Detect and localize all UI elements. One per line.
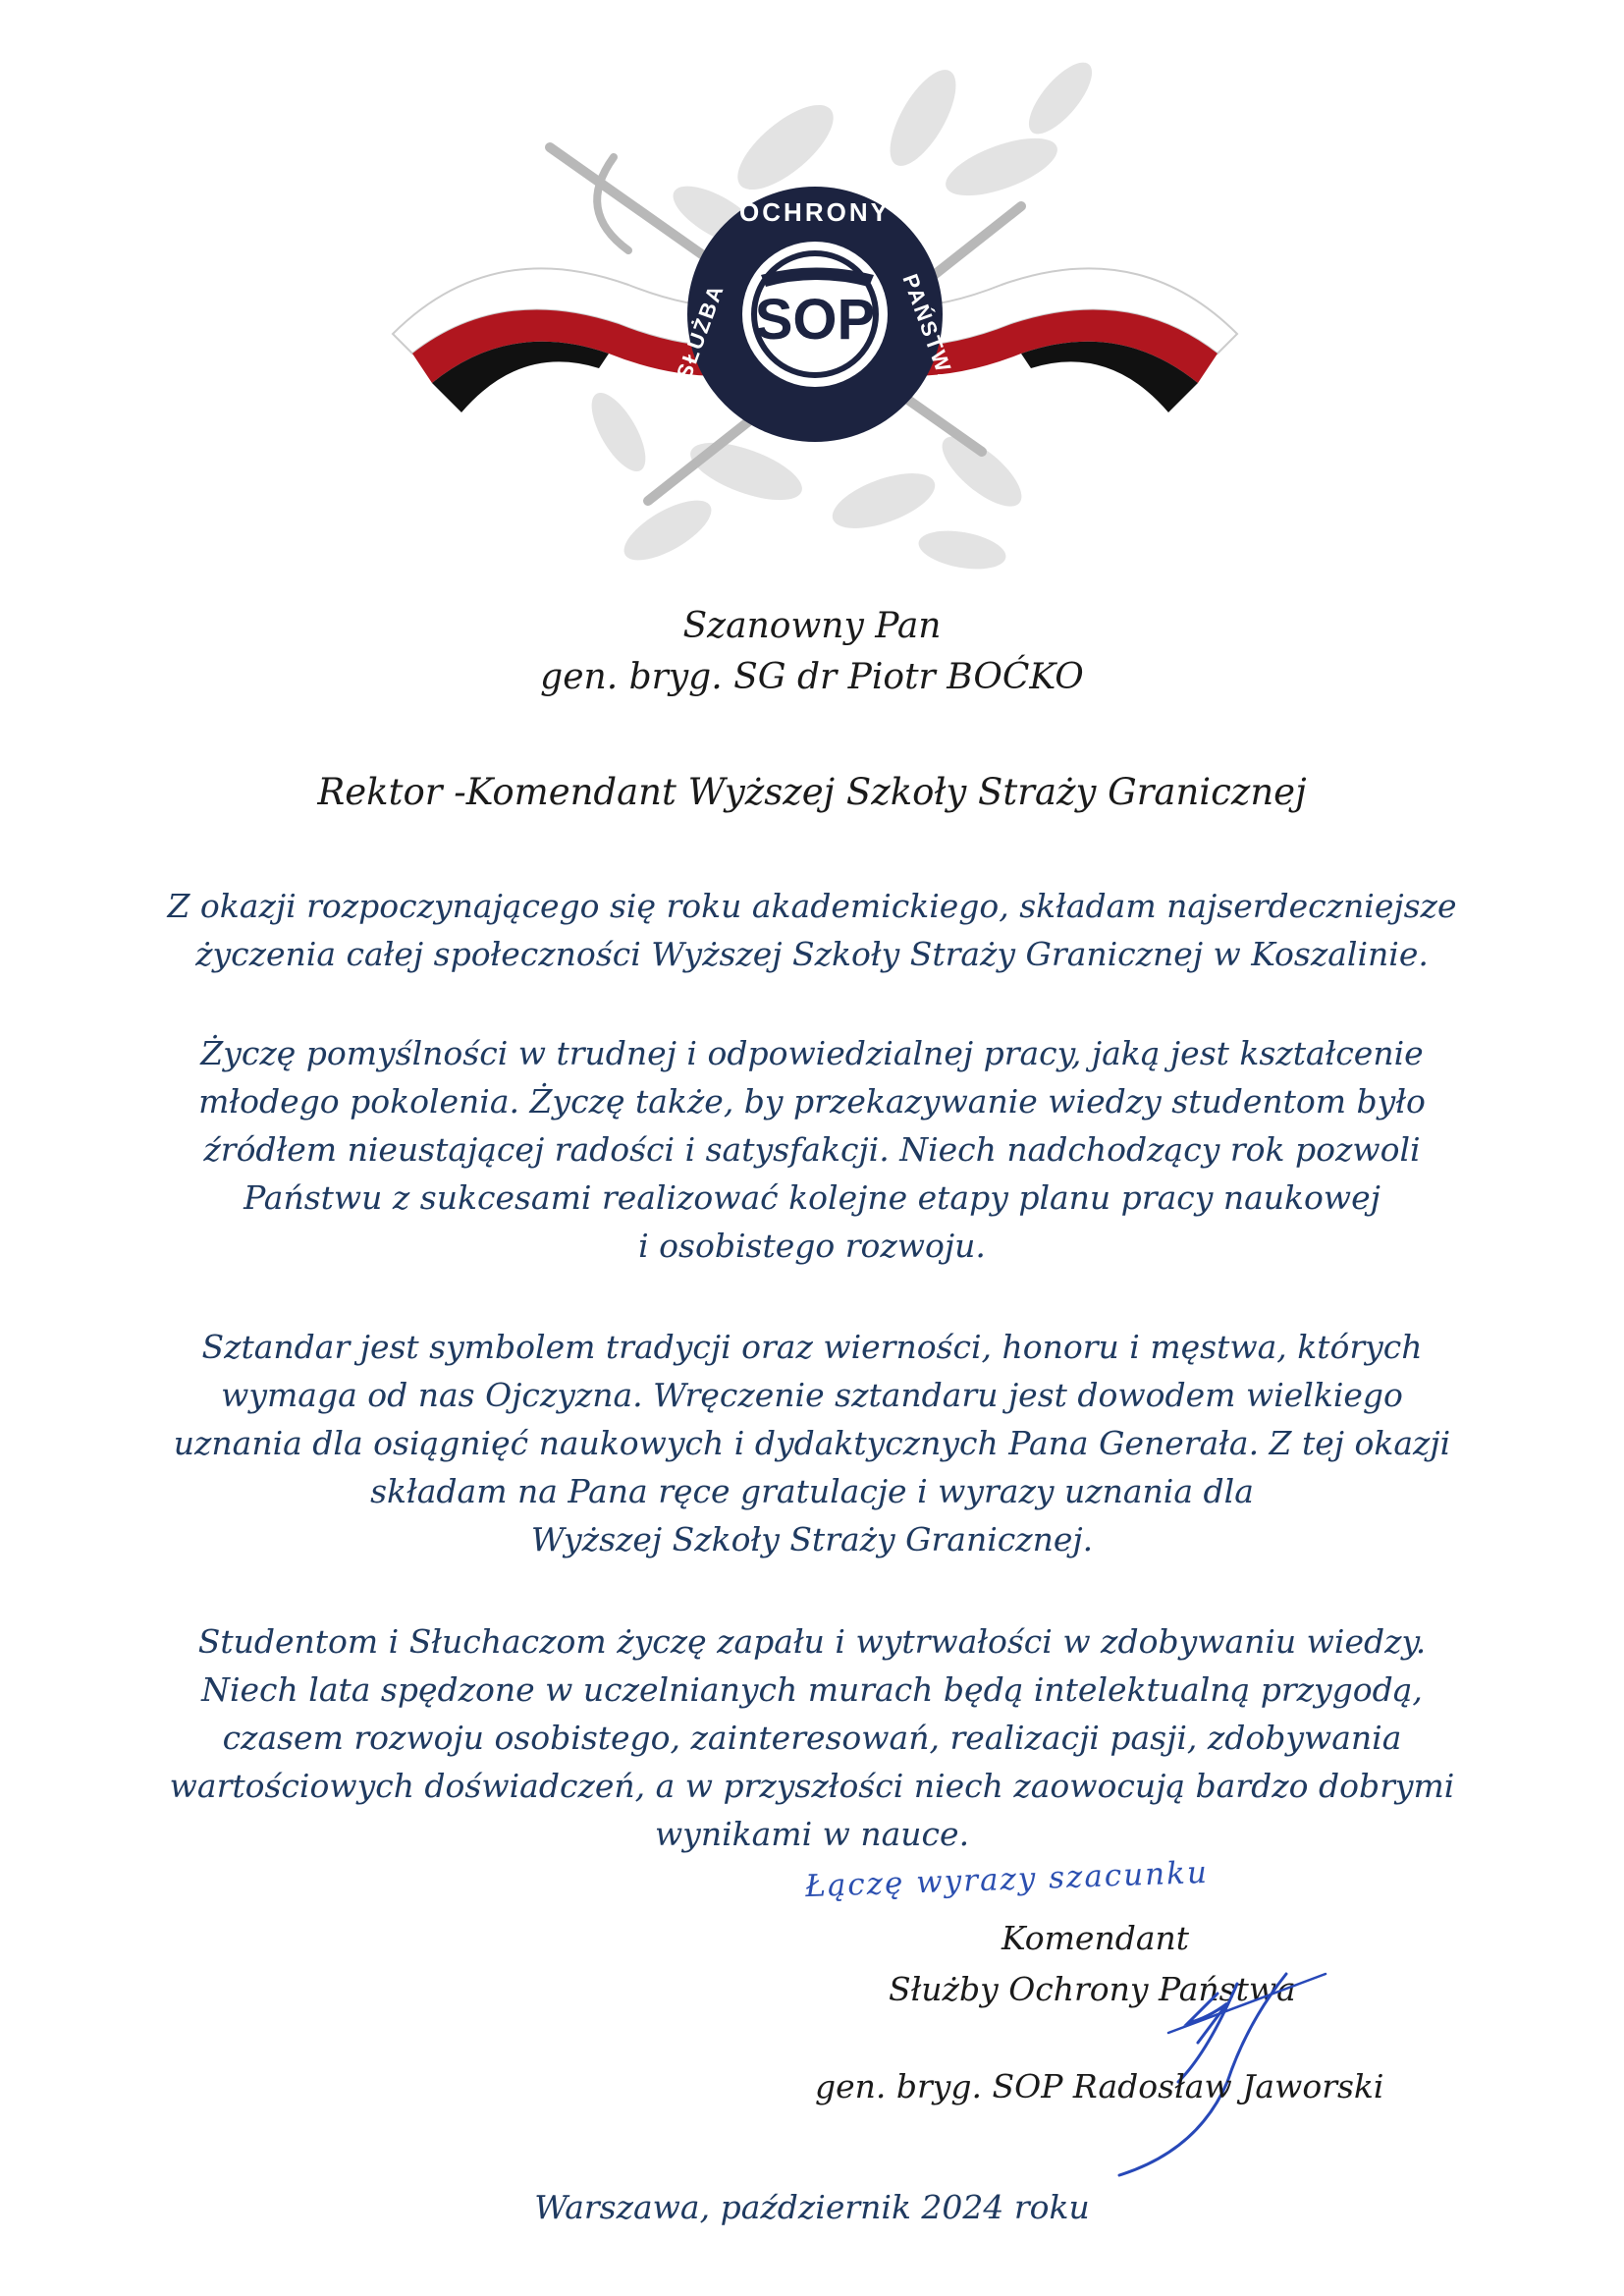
paragraph-line: Sztandar jest symbolem tradycji oraz wierności, honoru i męstwa, których <box>201 1328 1423 1366</box>
emblem-ring-top-text: OCHRONY <box>739 197 891 227</box>
paragraph-line: młodego pokolenia. Życzę także, by przekazywanie wiedzy studentom było <box>198 1082 1426 1121</box>
signer-title-line-2: Służby Ochrony Państwa <box>889 1970 1296 2008</box>
paragraph-line: i osobistego rozwoju. <box>638 1227 986 1265</box>
paragraph-line: Państwu z sukcesami realizować kolejne etapy planu pracy naukowej <box>244 1178 1380 1217</box>
paragraph-line: czasem rozwoju osobistego, zainteresowań, realizacji pasji, zdobywania <box>222 1719 1402 1757</box>
paragraph-3 <box>0 1323 1624 1563</box>
paragraph-line: wynikami w nauce. <box>654 1815 970 1853</box>
paragraph-line: składam na Pana ręce gratulacje i wyrazy uznania dla <box>370 1472 1254 1510</box>
handwritten-regards: Łączę wyrazy szacunku <box>804 1854 1210 1905</box>
sop-emblem <box>373 39 1257 589</box>
emblem-center-text: SOP <box>754 288 876 352</box>
paragraph-line: uznania dla osiągnięć naukowych i dydaktycznych Pana Generała. Z tej okazji <box>173 1424 1451 1462</box>
paragraph-line: Z okazji rozpoczynającego się roku akademickiego, składam najserdeczniejsze <box>167 887 1457 925</box>
paragraph-4 <box>0 1617 1624 1858</box>
signer-title-line-1: Komendant <box>1001 1919 1190 1957</box>
salutation-line-2: gen. bryg. SG dr Piotr BOĆKO <box>540 657 1084 697</box>
addressee-title: Rektor -Komendant Wyższej Szkoły Straży Granicznej <box>317 771 1307 813</box>
salutation <box>0 601 1624 703</box>
paragraph-line: życzenia całej społeczności Wyższej Szkoły Straży Granicznej w Koszalinie. <box>195 935 1429 973</box>
emblem-ring-right-text: PAŃSTWA <box>897 270 962 393</box>
salutation-line-1: Szanowny Pan <box>682 606 942 646</box>
paragraph-line: wymaga od nas Ojczyzna. Wręczenie sztandaru jest dowodem wielkiego <box>221 1376 1403 1414</box>
paragraph-line: Studentom i Słuchaczom życzę zapału i wytrwałości w zdobywaniu wiedzy. <box>197 1622 1427 1661</box>
paragraph-line: wartościowych doświadczeń, a w przyszłości niech zaowocują bardzo dobrymi <box>169 1767 1455 1805</box>
paragraph-line: źródłem nieustającej radości i satysfakcji. Niech nadchodzący rok pozwoli <box>203 1130 1421 1169</box>
emblem-ring-left-text: SŁUŻBA <box>671 280 730 383</box>
paragraph-line: Wyższej Szkoły Straży Granicznej. <box>530 1520 1094 1558</box>
place-and-date: Warszawa, październik 2024 roku <box>534 2188 1090 2226</box>
paragraph-2 <box>0 1029 1624 1270</box>
signer-name: gen. bryg. SOP Radosław Jaworski <box>815 2067 1384 2105</box>
paragraph-line: Życzę pomyślności w trudnej i odpowiedzialnej pracy, jaką jest kształcenie <box>200 1034 1424 1072</box>
paragraph-1 <box>0 882 1624 978</box>
paragraph-line: Niech lata spędzone w uczelnianych murach będą intelektualną przygodą, <box>201 1670 1423 1709</box>
